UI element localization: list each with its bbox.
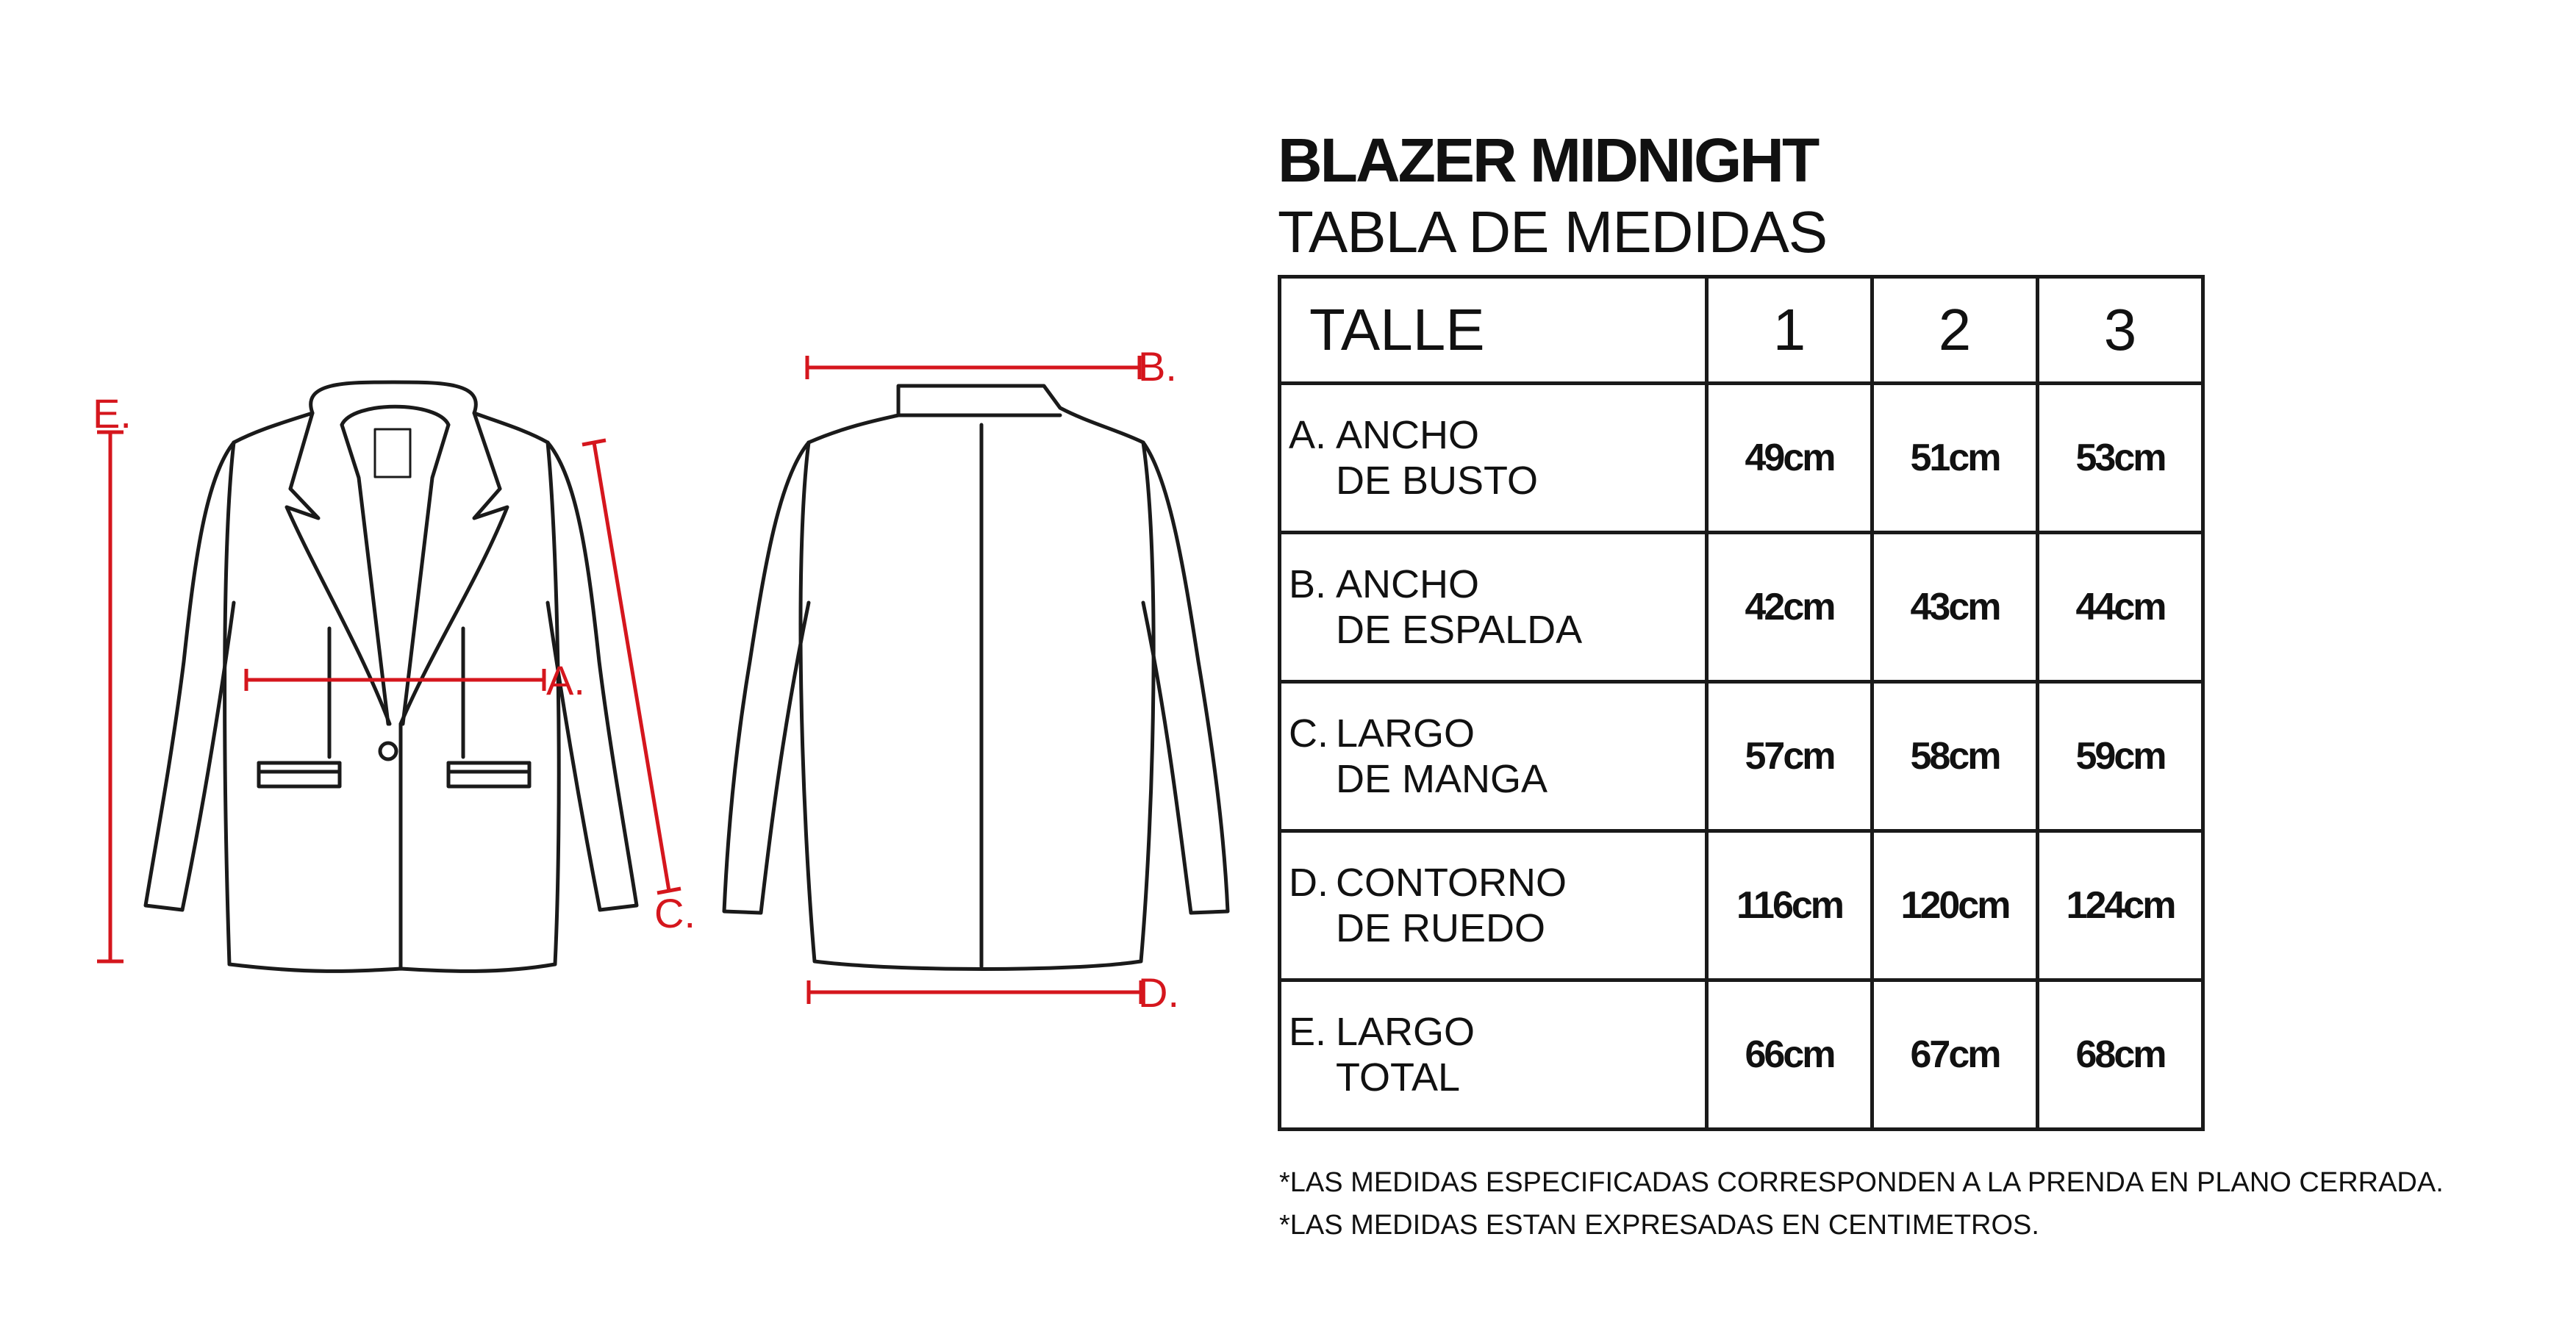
- measure-cell: [1280, 682, 1707, 831]
- measure-line1: LARGO: [1336, 711, 1475, 756]
- size-table: [1278, 275, 2205, 1131]
- table-row: [1280, 980, 2203, 1130]
- blazer-back-sketch: [724, 386, 1228, 969]
- value-cell: 66cm: [1707, 980, 1872, 1130]
- measure-line2: TOTAL: [1336, 1055, 1461, 1100]
- header-row: [1280, 277, 2203, 384]
- value-cell: 58cm: [1872, 682, 2038, 831]
- label-b: B.: [1138, 343, 1177, 390]
- size-header-2: 2: [1872, 277, 2038, 384]
- value-cell: 68cm: [2038, 980, 2203, 1130]
- measure-code: D.: [1289, 861, 1328, 905]
- measure-line2: DE RUEDO: [1336, 906, 1546, 950]
- size-header-3: 3: [2038, 277, 2203, 384]
- measure-line1: ANCHO: [1336, 413, 1480, 457]
- measure-line1: LARGO: [1336, 1010, 1475, 1054]
- measure-line1: CONTORNO: [1336, 861, 1567, 905]
- label-d: D.: [1138, 969, 1179, 1016]
- size-header-1: 1: [1707, 277, 1872, 384]
- label-e: E.: [93, 390, 132, 437]
- value-cell: 44cm: [2038, 533, 2203, 682]
- table-row: [1280, 831, 2203, 980]
- value-cell: 67cm: [1872, 980, 2038, 1130]
- measure-cell: [1280, 831, 1707, 980]
- value-cell: 59cm: [2038, 682, 2203, 831]
- value-cell: 53cm: [2038, 384, 2203, 533]
- measure-line2: DE ESPALDA: [1336, 608, 1583, 652]
- measure-line2: DE BUSTO: [1336, 459, 1539, 503]
- value-cell: 42cm: [1707, 533, 1872, 682]
- talle-header: TALLE: [1280, 277, 1707, 384]
- measure-code: E.: [1289, 1010, 1327, 1054]
- measure-code: B.: [1289, 562, 1327, 606]
- value-cell: 51cm: [1872, 384, 2038, 533]
- measure-line1: ANCHO: [1336, 562, 1480, 606]
- value-cell: 57cm: [1707, 682, 1872, 831]
- table-subtitle: TABLA DE MEDIDAS: [1278, 199, 1828, 265]
- footnote: *LAS MEDIDAS ESTAN EXPRESADAS EN CENTIMETROS.: [1279, 1210, 2039, 1241]
- measure-code: A.: [1289, 413, 1327, 457]
- value-cell: 124cm: [2038, 831, 2203, 980]
- value-cell: 43cm: [1872, 533, 2038, 682]
- table-row: [1280, 682, 2203, 831]
- blazer-diagram: [0, 0, 1250, 1102]
- value-cell: 116cm: [1707, 831, 1872, 980]
- measure-cell: [1280, 384, 1707, 533]
- measure-cell: [1280, 980, 1707, 1130]
- value-cell: 49cm: [1707, 384, 1872, 533]
- measure-cell: [1280, 533, 1707, 682]
- label-a: A.: [546, 657, 585, 703]
- measure-code: C.: [1289, 711, 1328, 756]
- footnotes: [1279, 1161, 2444, 1247]
- footnote: *LAS MEDIDAS ESPECIFICADAS CORRESPONDEN A LA PRENDA EN PLANO CERRADA.: [1279, 1167, 2444, 1198]
- label-c: C.: [654, 890, 695, 936]
- table-row: [1280, 384, 2203, 533]
- table-row: [1280, 533, 2203, 682]
- value-cell: 120cm: [1872, 831, 2038, 980]
- measure-line2: DE MANGA: [1336, 757, 1548, 801]
- product-title: BLAZER MIDNIGHT: [1278, 126, 1818, 195]
